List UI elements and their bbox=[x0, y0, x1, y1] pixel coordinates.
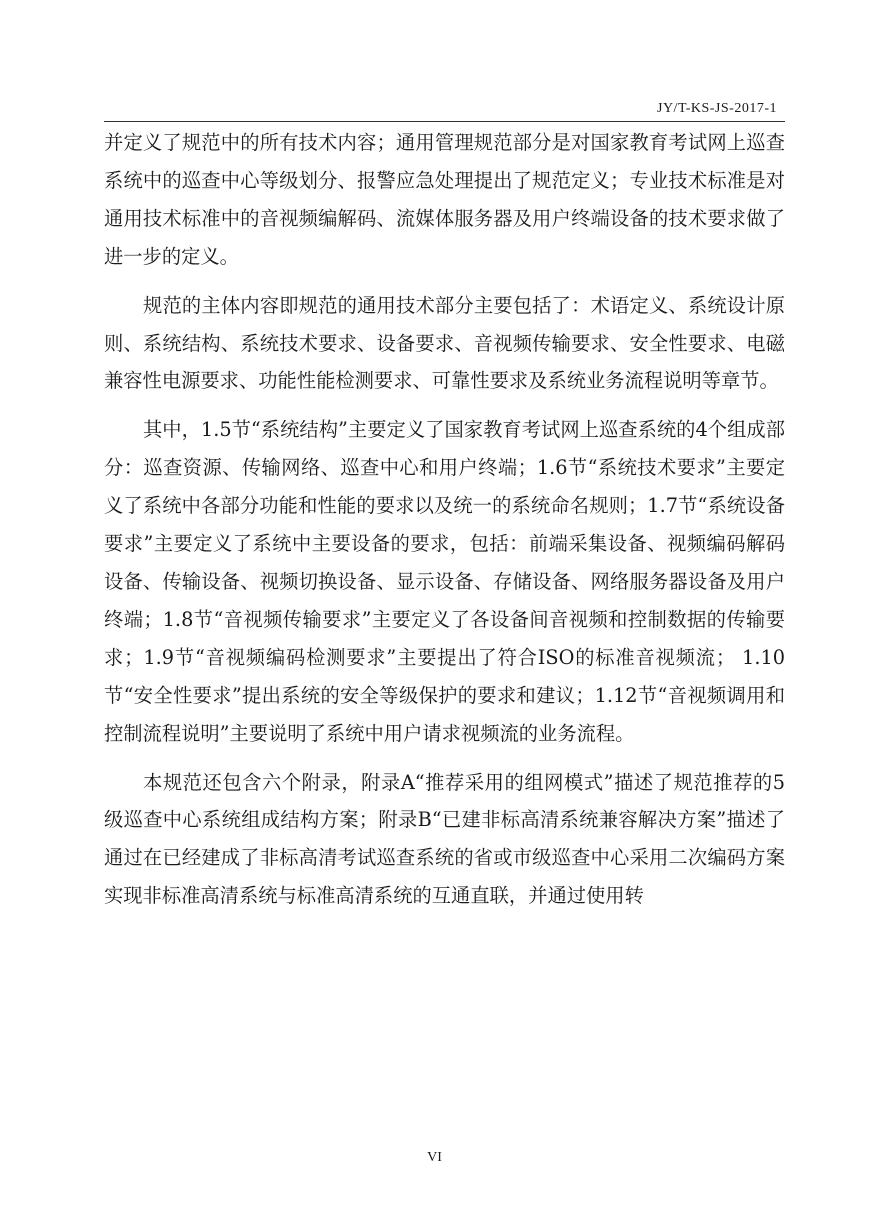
paragraph-main-content: 规范的主体内容即规范的通用技术部分主要包括了：术语定义、系统设计原则、系统结构、系统技术要求、设备要求、音视频传输要求、安全性要求、电磁兼容性电源要求、功能性能检测要求、可靠性要求及系统业务流程说明等章节。 bbox=[104, 293, 785, 393]
paragraph-section-summary: 其中，1.5节“系统结构”主要定义了国家教育考试网上巡查系统的4个组成部分：巡查资源、传输网络、巡查中心和用户终端；1.6节“系统技术要求”主要定义了系统中各部分功能和性能的要求以及统一的系统命名规则；1.7节“系统设备要求”主要定义了系统中主要设备的要求，包括：前端采集设备、视频编码解码设备、传输设备、视频切换设备、显示设备、存储设备、网络服务器设备及用户终端；1.8节“音视频传输要求”主要定义了各设备间音视频和控制数据的传输要求；1.9节“音视频编码检测要求”主要提出了符合ISO的标准音视频流； 1.10节“安全性要求”提出系统的安全等级保护的要求和建议；1.12节“音视频调用和控制流程说明”主要说明了系统中用户请求视频流的业务流程。 bbox=[104, 418, 785, 745]
page-number: VI bbox=[427, 1150, 442, 1165]
body-text bbox=[104, 124, 785, 915]
paragraph-appendix-summary: 本规范还包含六个附录，附录A“推荐采用的组网模式”描述了规范推荐的5级巡查中心系统组成结构方案；附录B“已建非标高清系统兼容解决方案”描述了通过在已经建成了非标高清考试巡查系统的省或市级巡查中心采用二次编码方案实现非标准高清系统与标准高清系统的互通直联，并通过使用转 bbox=[104, 770, 785, 908]
header-rule bbox=[104, 121, 785, 122]
paragraph-continuation: 并定义了规范中的所有技术内容；通用管理规范部分是对国家教育考试网上巡查系统中的巡查中心等级划分、报警应急处理提出了规范定义；专业技术标准是对通用技术标准中的音视频编解码、流媒体服务器及用户终端设备的技术要求做了进一步的定义。 bbox=[104, 131, 785, 268]
running-header-doc-code: JY/T-KS-JS-2017-1 bbox=[657, 101, 777, 116]
